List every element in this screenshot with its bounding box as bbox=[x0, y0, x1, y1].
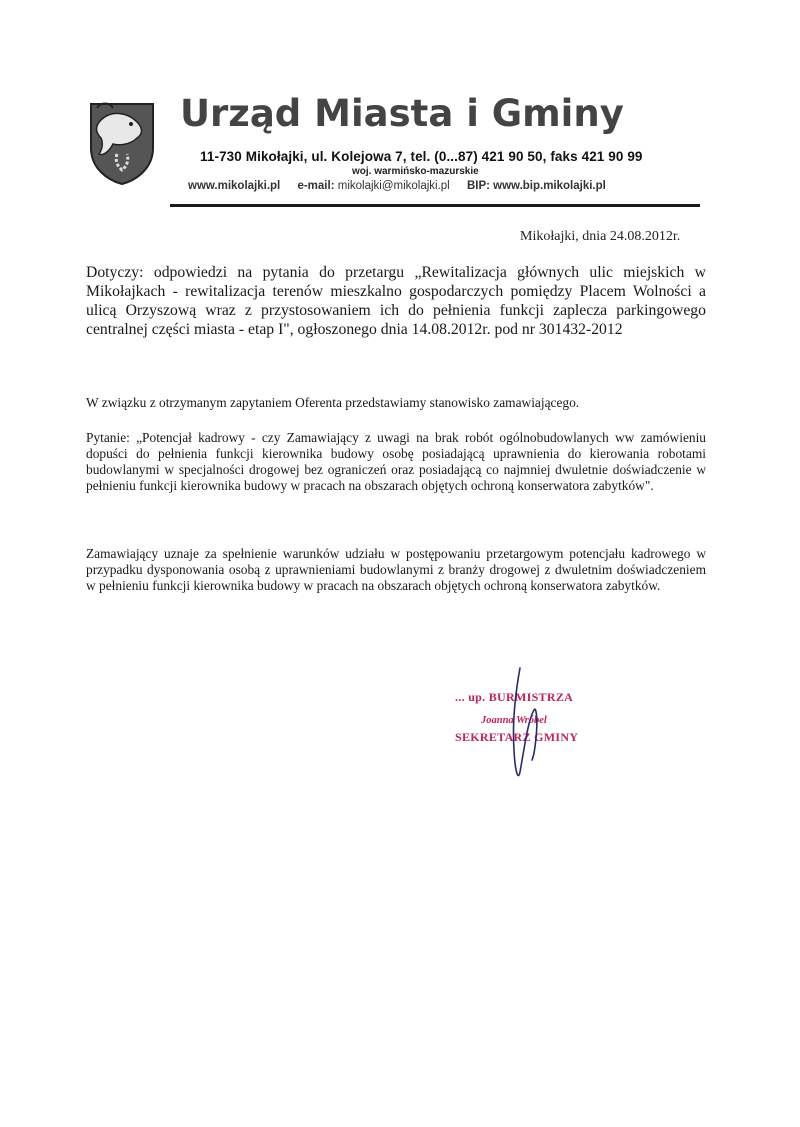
bip-contact bbox=[467, 180, 606, 192]
stamp-title-line: SEKRETARZ GMINY bbox=[455, 730, 579, 744]
handwritten-signature bbox=[490, 660, 560, 790]
email-contact bbox=[297, 180, 449, 192]
contact-line bbox=[188, 180, 708, 192]
email-label: e-mail: bbox=[297, 180, 335, 192]
voivodeship-label: woj. warmińsko-mazurskie bbox=[352, 166, 479, 177]
intro-paragraph: W związku z otrzymanym zapytaniem Oferenta przedstawiamy stanowisko zamawiającego. bbox=[86, 395, 580, 410]
letter-date: Mikołajki, dnia 24.08.2012r. bbox=[520, 229, 681, 244]
letter-subject: Dotyczy: odpowiedzi na pytania do przetargu „Rewitalizacja głównych ulic miejskich w Mikołajkach - rewitalizacja terenów mieszkalno gospodarczych pomiędzy Placem Wolności a ulicą Orzyszową wraz z przystosowaniem ich do pełnienia funkcji zaplecza parkingowego centralnej części miasta - etap I", ogłoszonego dnia 14.08.2012r. pod nr 301432-2012 bbox=[86, 264, 706, 338]
email-link[interactable]: mikolajki@mikolajki.pl bbox=[337, 180, 450, 192]
bip-label: BIP: bbox=[466, 180, 490, 192]
organization-name: Urząd Miasta i Gminy bbox=[180, 92, 624, 135]
header-divider bbox=[170, 204, 700, 207]
answer-paragraph: Zamawiający uznaje za spełnienie warunków udziału w postępowaniu przetargowym potencjału kadrowego w przypadku dysponowania osobą z uprawnieniami budowlanymi z branży drogowej z dwuletnim doświadczeniem w pełnieniu funkcji kierownika budowy w pracach na obszarach objętych ochroną konserwatora zabytków. bbox=[86, 546, 706, 593]
coat-of-arms-fish-icon bbox=[87, 100, 157, 186]
website-link[interactable]: www.mikolajki.pl bbox=[188, 180, 281, 192]
organization-address: 11-730 Mikołajki, ul. Kolejowa 7, tel. (0...87) 421 90 50, faks 421 90 99 bbox=[200, 149, 643, 164]
bip-link[interactable]: www.bip.mikolajki.pl bbox=[493, 180, 606, 192]
stamp-signatory-name: Joanna Wróbel bbox=[481, 715, 547, 726]
stamp-authority-line: ... up. BURMISTRZA bbox=[455, 690, 574, 704]
question-paragraph: Pytanie: „Potencjał kadrowy - czy Zamawiający z uwagi na brak robót ogólnobudowlanych ww zamówieniu dopuści do pełnienia funkcji kierownika budowy osobę posiadającą uprawnienia do kierowania robotami budowlanymi w specjalności drogowej bez ograniczeń oraz posiadającą co najmniej dwuletnie doświadczenie w pełnieniu funkcji kierownika budowy w pracach na obszarach objętych ochroną konserwatora zabytków". bbox=[86, 430, 706, 493]
